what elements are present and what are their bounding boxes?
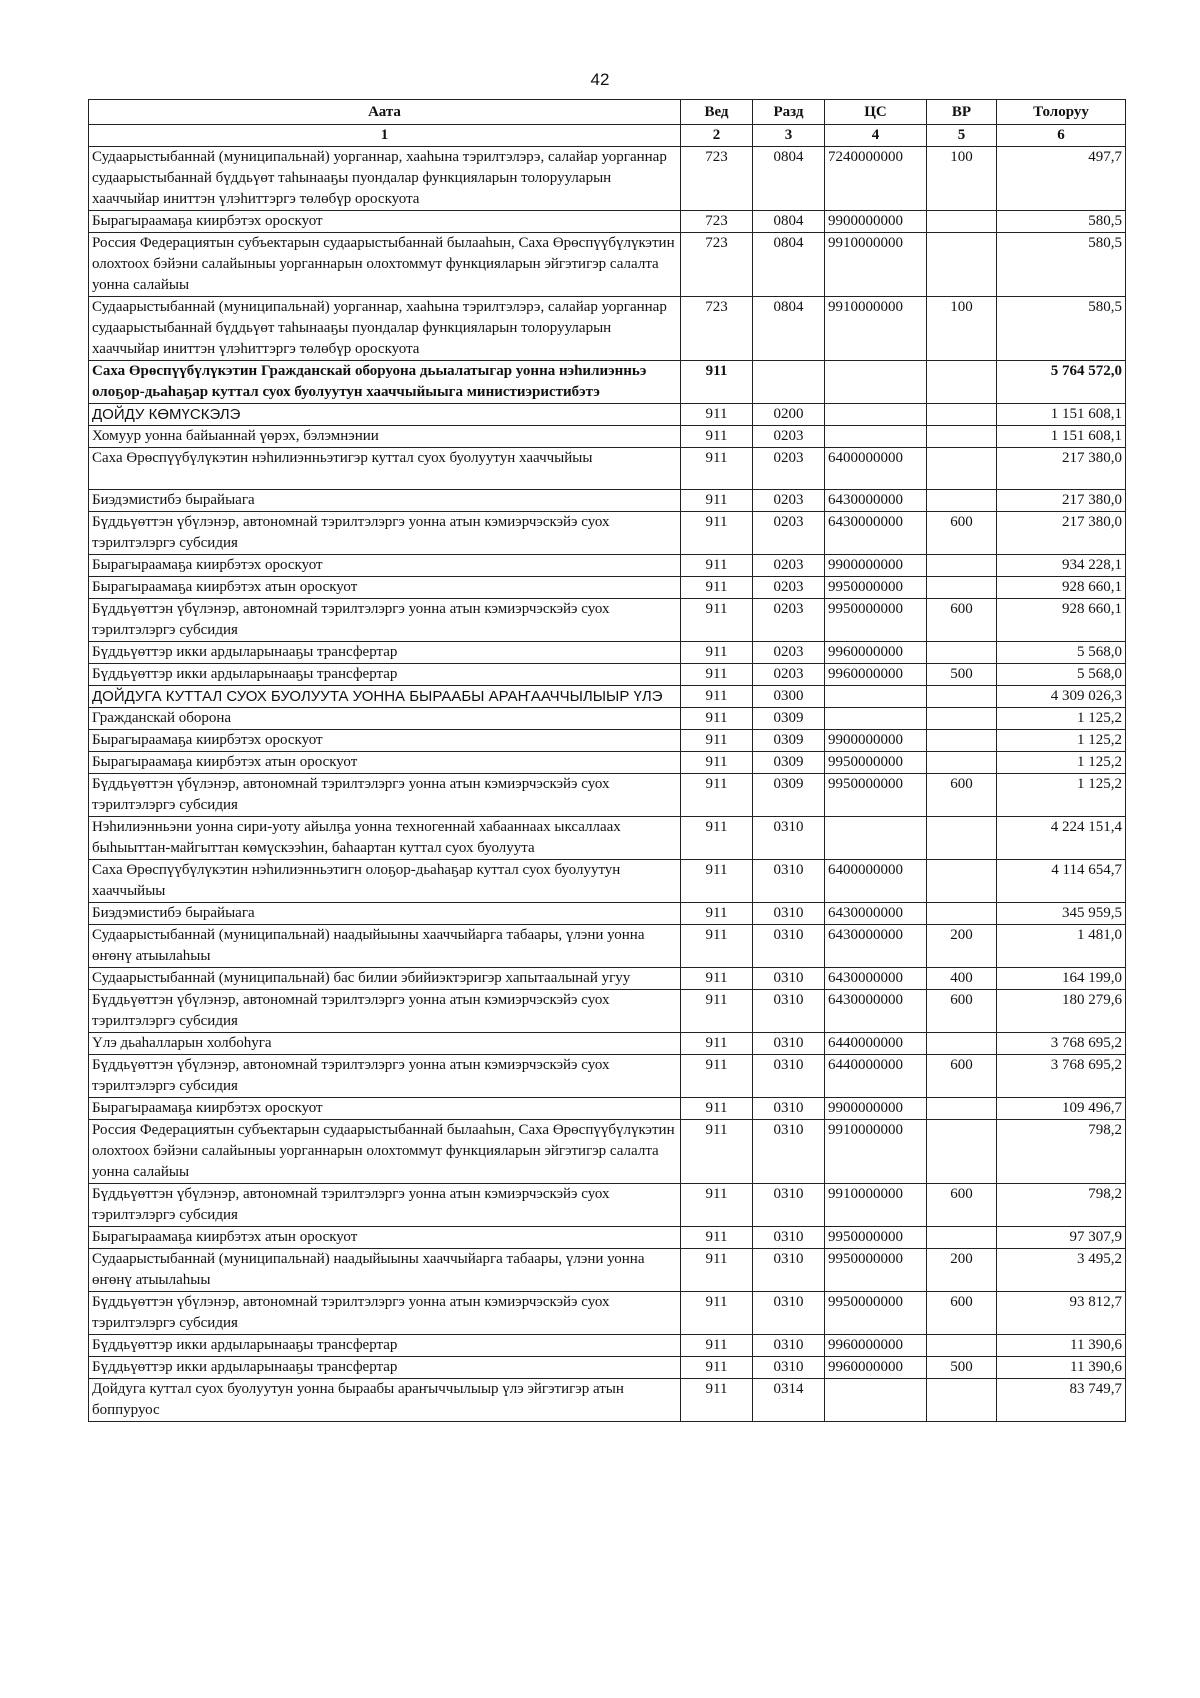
row-razd: 0310	[753, 1055, 825, 1098]
row-vr	[927, 233, 997, 297]
table-row	[89, 990, 1126, 1033]
row-ved: 911	[681, 448, 753, 490]
row-cs	[825, 404, 927, 426]
row-ved: 911	[681, 1292, 753, 1335]
header-aata: Аата	[89, 100, 681, 125]
row-ved: 911	[681, 599, 753, 642]
row-name: Бырагыраамаҕа киирбэтэх атын ороскуот	[89, 577, 681, 599]
row-name: Хомуур уонна байыаннай үөрэх, бэлэмнэнии	[89, 426, 681, 448]
row-name: Бүддьүөттэр икки ардыларынааҕы трансфертар	[89, 1357, 681, 1379]
row-ved: 911	[681, 860, 753, 903]
row-razd: 0310	[753, 1335, 825, 1357]
table-row	[89, 664, 1126, 686]
column-number: 2	[681, 125, 753, 147]
row-razd: 0309	[753, 708, 825, 730]
row-cs: 9900000000	[825, 730, 927, 752]
page-number: 42	[590, 70, 610, 89]
row-ved: 911	[681, 512, 753, 555]
table-row	[89, 860, 1126, 903]
row-name: Россия Федерациятын субъектарын судаарыстыбаннай былааһын, Саха Өрөспүүбүлүкэтин олохтоох бэйэни салайыныы уорганнарын олохтоммут функцияларын эйгэтигэр салалта уонна салайыы	[89, 1120, 681, 1184]
row-vr: 600	[927, 599, 997, 642]
row-razd: 0310	[753, 1292, 825, 1335]
row-cs: 9950000000	[825, 599, 927, 642]
row-sum: 934 228,1	[997, 555, 1126, 577]
row-vr: 600	[927, 990, 997, 1033]
row-cs: 6440000000	[825, 1033, 927, 1055]
row-name: Бырагыраамаҕа киирбэтэх атын ороскуот	[89, 752, 681, 774]
row-name: Россия Федерациятын субъектарын судаарыстыбаннай былааһын, Саха Өрөспүүбүлүкэтин олохтоох бэйэни салайыныы уорганнарын олохтоммут функцияларын эйгэтигэр салалта уонна салайыы	[89, 233, 681, 297]
row-razd: 0310	[753, 1120, 825, 1184]
header-razd: Разд	[753, 100, 825, 125]
row-cs: 9950000000	[825, 752, 927, 774]
row-razd: 0804	[753, 211, 825, 233]
row-sum: 3 768 695,2	[997, 1033, 1126, 1055]
row-sum: 928 660,1	[997, 577, 1126, 599]
row-sum: 3 495,2	[997, 1249, 1126, 1292]
row-vr	[927, 555, 997, 577]
row-ved: 911	[681, 642, 753, 664]
table-row	[89, 1033, 1126, 1055]
row-vr	[927, 860, 997, 903]
table-row	[89, 361, 1126, 404]
row-cs: 6430000000	[825, 968, 927, 990]
row-sum: 180 279,6	[997, 990, 1126, 1033]
table-row	[89, 555, 1126, 577]
row-vr	[927, 1227, 997, 1249]
row-vr: 200	[927, 925, 997, 968]
row-cs: 9900000000	[825, 555, 927, 577]
row-cs: 9950000000	[825, 577, 927, 599]
row-name: Саха Өрөспүүбүлүкэтин Гражданскай оборуона дьыалатыгар уонна нэһилиэнньэ олоҕор-дьаһаҕар куттал суох буолуутун хааччыйыыга министиэристибэтэ	[89, 361, 681, 404]
row-razd: 0314	[753, 1379, 825, 1422]
row-ved: 723	[681, 233, 753, 297]
row-sum: 1 125,2	[997, 730, 1126, 752]
row-razd: 0203	[753, 642, 825, 664]
row-razd: 0310	[753, 860, 825, 903]
row-ved: 911	[681, 404, 753, 426]
table-row	[89, 817, 1126, 860]
row-cs: 6430000000	[825, 903, 927, 925]
row-vr: 600	[927, 1184, 997, 1227]
table-row	[89, 686, 1126, 708]
row-sum: 11 390,6	[997, 1357, 1126, 1379]
row-vr: 500	[927, 1357, 997, 1379]
row-sum: 4 224 151,4	[997, 817, 1126, 860]
row-ved: 911	[681, 1055, 753, 1098]
row-sum: 580,5	[997, 211, 1126, 233]
table-row	[89, 903, 1126, 925]
row-ved: 911	[681, 730, 753, 752]
row-razd: 0203	[753, 577, 825, 599]
row-vr	[927, 708, 997, 730]
row-name: Бүддьүөттэн үбүлэнэр, автономнай тэрилтэлэргэ уонна атын кэмиэрчэскэйэ суох тэрилтэлэргэ субсидия	[89, 1292, 681, 1335]
row-name: Судаарыстыбаннай (муниципальнай) наадыйыыны хааччыйарга табаары, үлэни уонна өҥөнү атыылаһыы	[89, 1249, 681, 1292]
row-ved: 911	[681, 752, 753, 774]
row-razd: 0300	[753, 686, 825, 708]
row-cs: 6430000000	[825, 925, 927, 968]
row-name: Бүддьүөттэн үбүлэнэр, автономнай тэрилтэлэргэ уонна атын кэмиэрчэскэйэ суох тэрилтэлэргэ субсидия	[89, 599, 681, 642]
row-sum: 1 125,2	[997, 774, 1126, 817]
row-ved: 911	[681, 1335, 753, 1357]
row-sum: 5 568,0	[997, 642, 1126, 664]
header-vr: ВР	[927, 100, 997, 125]
row-sum: 217 380,0	[997, 512, 1126, 555]
header-toloruu: Толоруу	[997, 100, 1126, 125]
row-sum: 217 380,0	[997, 490, 1126, 512]
row-ved: 911	[681, 1357, 753, 1379]
row-ved: 911	[681, 577, 753, 599]
row-ved: 911	[681, 664, 753, 686]
row-name: Бырагыраамаҕа киирбэтэх ороскуот	[89, 211, 681, 233]
row-name: Судаарыстыбаннай (муниципальнай) уорганнар, хааһына тэрилтэлэрэ, салайар уорганнар судаарыстыбаннай бүддьүөт таһынааҕы пуондалар функцияларын толорууларын хааччыйар иниттэн үлэһиттэргэ төлөбүр ороскуота	[89, 147, 681, 211]
row-cs: 6400000000	[825, 860, 927, 903]
row-razd: 0310	[753, 903, 825, 925]
row-sum: 4 309 026,3	[997, 686, 1126, 708]
row-name: Судаарыстыбаннай (муниципальнай) уорганнар, хааһына тэрилтэлэрэ, салайар уорганнар судаарыстыбаннай бүддьүөт таһынааҕы пуондалар функцияларын толорууларын хааччыйар иниттэн үлэһиттэргэ төлөбүр ороскуота	[89, 297, 681, 361]
row-razd: 0309	[753, 752, 825, 774]
row-ved: 911	[681, 817, 753, 860]
row-razd: 0310	[753, 1249, 825, 1292]
row-cs	[825, 426, 927, 448]
row-ved: 911	[681, 490, 753, 512]
table-row	[89, 1184, 1126, 1227]
row-sum: 1 125,2	[997, 708, 1126, 730]
row-sum: 580,5	[997, 233, 1126, 297]
row-cs: 7240000000	[825, 147, 927, 211]
row-vr	[927, 361, 997, 404]
row-sum: 3 768 695,2	[997, 1055, 1126, 1098]
table-row	[89, 1098, 1126, 1120]
row-razd: 0203	[753, 599, 825, 642]
row-name: ДОЙДУ КӨМҮСКЭЛЭ	[89, 404, 681, 426]
row-sum: 1 151 608,1	[997, 404, 1126, 426]
table-row	[89, 708, 1126, 730]
row-ved: 911	[681, 361, 753, 404]
row-razd: 0310	[753, 1033, 825, 1055]
row-name: Бырагыраамаҕа киирбэтэх ороскуот	[89, 1098, 681, 1120]
row-razd	[753, 361, 825, 404]
row-vr	[927, 490, 997, 512]
row-razd: 0309	[753, 774, 825, 817]
row-vr	[927, 1335, 997, 1357]
row-vr: 400	[927, 968, 997, 990]
row-cs: 9950000000	[825, 774, 927, 817]
row-sum: 580,5	[997, 297, 1126, 361]
row-sum: 5 764 572,0	[997, 361, 1126, 404]
row-cs	[825, 708, 927, 730]
row-name: Бырагыраамаҕа киирбэтэх ороскуот	[89, 555, 681, 577]
row-cs: 9950000000	[825, 1249, 927, 1292]
row-sum: 97 307,9	[997, 1227, 1126, 1249]
row-ved: 911	[681, 1249, 753, 1292]
table-row	[89, 1227, 1126, 1249]
row-name: Нэһилиэнньэни уонна сири-уоту айылҕа уонна техногеннай хабааннаах ыксаллаах быһыыттан-майгыттан көмүскээһин, баһаартан куттал суох буолуута	[89, 817, 681, 860]
row-name: Бырагыраамаҕа киирбэтэх атын ороскуот	[89, 1227, 681, 1249]
row-razd: 0203	[753, 664, 825, 686]
row-vr	[927, 686, 997, 708]
row-razd: 0203	[753, 555, 825, 577]
row-vr: 200	[927, 1249, 997, 1292]
table-row	[89, 599, 1126, 642]
row-ved: 911	[681, 1098, 753, 1120]
table-row	[89, 1292, 1126, 1335]
row-vr: 600	[927, 774, 997, 817]
row-cs: 6400000000	[825, 448, 927, 490]
row-vr	[927, 817, 997, 860]
table-row	[89, 577, 1126, 599]
table-row	[89, 642, 1126, 664]
table-row	[89, 1120, 1126, 1184]
row-sum: 497,7	[997, 147, 1126, 211]
row-ved: 911	[681, 1184, 753, 1227]
table-row	[89, 1357, 1126, 1379]
row-cs: 6440000000	[825, 1055, 927, 1098]
table-row	[89, 512, 1126, 555]
table-row	[89, 1055, 1126, 1098]
row-cs: 9910000000	[825, 233, 927, 297]
row-cs: 9960000000	[825, 1357, 927, 1379]
table-row	[89, 752, 1126, 774]
row-sum: 4 114 654,7	[997, 860, 1126, 903]
row-sum: 1 151 608,1	[997, 426, 1126, 448]
row-sum: 11 390,6	[997, 1335, 1126, 1357]
row-cs: 6430000000	[825, 990, 927, 1033]
table-row	[89, 730, 1126, 752]
row-name: Бүддьүөттэр икки ардыларынааҕы трансфертар	[89, 664, 681, 686]
row-cs: 9910000000	[825, 1184, 927, 1227]
row-name: Бүддьүөттэн үбүлэнэр, автономнай тэрилтэлэргэ уонна атын кэмиэрчэскэйэ суох тэрилтэлэргэ субсидия	[89, 1184, 681, 1227]
row-name: Биэдэмистибэ бырайыага	[89, 903, 681, 925]
table-row	[89, 968, 1126, 990]
row-razd: 0203	[753, 426, 825, 448]
row-cs: 9900000000	[825, 211, 927, 233]
row-ved: 911	[681, 990, 753, 1033]
row-vr	[927, 903, 997, 925]
column-number: 3	[753, 125, 825, 147]
row-vr	[927, 730, 997, 752]
table-row	[89, 211, 1126, 233]
row-vr	[927, 752, 997, 774]
row-ved: 911	[681, 1227, 753, 1249]
row-name: Бүддьүөттэн үбүлэнэр, автономнай тэрилтэлэргэ уонна атын кэмиэрчэскэйэ суох тэрилтэлэргэ субсидия	[89, 512, 681, 555]
header-ved: Вед	[681, 100, 753, 125]
row-ved: 911	[681, 1379, 753, 1422]
column-number: 6	[997, 125, 1126, 147]
row-name: Судаарыстыбаннай (муниципальнай) наадыйыыны хааччыйарга табаары, үлэни уонна өҥөнү атыылаһыы	[89, 925, 681, 968]
row-sum: 5 568,0	[997, 664, 1126, 686]
row-cs: 9910000000	[825, 297, 927, 361]
row-razd: 0310	[753, 925, 825, 968]
row-name: Үлэ дьаһалларын холбоһуга	[89, 1033, 681, 1055]
row-sum: 217 380,0	[997, 448, 1126, 490]
table-body	[89, 147, 1126, 1422]
row-cs: 9960000000	[825, 642, 927, 664]
row-cs: 9960000000	[825, 664, 927, 686]
row-razd: 0203	[753, 448, 825, 490]
column-number: 4	[825, 125, 927, 147]
row-vr	[927, 426, 997, 448]
row-ved: 911	[681, 426, 753, 448]
row-cs	[825, 1379, 927, 1422]
row-vr: 500	[927, 664, 997, 686]
row-razd: 0203	[753, 512, 825, 555]
row-sum: 164 199,0	[997, 968, 1126, 990]
row-cs	[825, 361, 927, 404]
row-cs: 9950000000	[825, 1292, 927, 1335]
row-razd: 0804	[753, 297, 825, 361]
row-razd: 0203	[753, 490, 825, 512]
table-row	[89, 404, 1126, 426]
row-sum: 1 481,0	[997, 925, 1126, 968]
row-name: Гражданскай оборона	[89, 708, 681, 730]
header-cs: ЦС	[825, 100, 927, 125]
table-row	[89, 448, 1126, 490]
row-cs: 9900000000	[825, 1098, 927, 1120]
row-name: Бүддьүөттэн үбүлэнэр, автономнай тэрилтэлэргэ уонна атын кэмиэрчэскэйэ суох тэрилтэлэргэ субсидия	[89, 1055, 681, 1098]
table-row	[89, 1335, 1126, 1357]
row-cs: 6430000000	[825, 490, 927, 512]
table-row	[89, 774, 1126, 817]
row-razd: 0310	[753, 1227, 825, 1249]
row-ved: 723	[681, 147, 753, 211]
row-razd: 0310	[753, 968, 825, 990]
budget-table	[88, 99, 1126, 1422]
row-vr	[927, 642, 997, 664]
row-sum: 798,2	[997, 1184, 1126, 1227]
row-razd: 0310	[753, 990, 825, 1033]
row-razd: 0310	[753, 1184, 825, 1227]
row-vr: 100	[927, 297, 997, 361]
row-vr: 600	[927, 1055, 997, 1098]
row-ved: 911	[681, 708, 753, 730]
table-row	[89, 490, 1126, 512]
row-name: Бүддьүөттэн үбүлэнэр, автономнай тэрилтэлэргэ уонна атын кэмиэрчэскэйэ суох тэрилтэлэргэ субсидия	[89, 990, 681, 1033]
row-name: Бырагыраамаҕа киирбэтэх ороскуот	[89, 730, 681, 752]
table-row	[89, 426, 1126, 448]
column-number: 1	[89, 125, 681, 147]
row-sum: 109 496,7	[997, 1098, 1126, 1120]
row-razd: 0310	[753, 1357, 825, 1379]
row-ved: 911	[681, 903, 753, 925]
row-sum: 1 125,2	[997, 752, 1126, 774]
row-ved: 911	[681, 968, 753, 990]
row-razd: 0310	[753, 1098, 825, 1120]
table-row	[89, 925, 1126, 968]
row-name: Бүддьүөттэр икки ардыларынааҕы трансфертар	[89, 1335, 681, 1357]
row-sum: 928 660,1	[997, 599, 1126, 642]
row-cs	[825, 686, 927, 708]
row-ved: 723	[681, 297, 753, 361]
row-vr	[927, 211, 997, 233]
row-ved: 911	[681, 774, 753, 817]
row-ved: 911	[681, 686, 753, 708]
row-ved: 911	[681, 555, 753, 577]
table-row	[89, 147, 1126, 211]
row-ved: 911	[681, 1120, 753, 1184]
row-name: ДОЙДУГА КУТТАЛ СУОХ БУОЛУУТА УОННА БЫРААБЫ АРАҤААЧЧЫЛЫЫР ҮЛЭ	[89, 686, 681, 708]
row-razd: 0200	[753, 404, 825, 426]
column-number: 5	[927, 125, 997, 147]
row-vr	[927, 448, 997, 490]
row-vr	[927, 577, 997, 599]
table-header-row	[89, 100, 1126, 125]
row-vr: 600	[927, 512, 997, 555]
row-vr: 600	[927, 1292, 997, 1335]
row-name: Саха Өрөспүүбүлүкэтин нэһилиэнньэтигн олоҕор-дьаһаҕар куттал суох буолуутун хааччыйыы	[89, 860, 681, 903]
row-ved: 911	[681, 925, 753, 968]
row-razd: 0309	[753, 730, 825, 752]
row-name: Биэдэмистибэ бырайыага	[89, 490, 681, 512]
row-razd: 0310	[753, 817, 825, 860]
row-vr	[927, 1098, 997, 1120]
row-name: Бүддьүөттэр икки ардыларынааҕы трансфертар	[89, 642, 681, 664]
row-ved: 911	[681, 1033, 753, 1055]
row-cs: 9910000000	[825, 1120, 927, 1184]
row-name: Дойдуга куттал суох буолуутун уонна быраабы араҥыччылыыр үлэ эйгэтигэр атын боппуруос	[89, 1379, 681, 1422]
row-razd: 0804	[753, 147, 825, 211]
row-vr	[927, 1033, 997, 1055]
row-vr	[927, 1120, 997, 1184]
row-sum: 345 959,5	[997, 903, 1126, 925]
row-cs: 9960000000	[825, 1335, 927, 1357]
table-row	[89, 233, 1126, 297]
table-row	[89, 1379, 1126, 1422]
row-razd: 0804	[753, 233, 825, 297]
row-cs: 6430000000	[825, 512, 927, 555]
row-vr	[927, 404, 997, 426]
column-number-row	[89, 125, 1126, 147]
row-name: Судаарыстыбаннай (муниципальнай) бас билии эбийиэктэригэр хапытаалынай угуу	[89, 968, 681, 990]
table-row	[89, 297, 1126, 361]
row-name: Бүддьүөттэн үбүлэнэр, автономнай тэрилтэлэргэ уонна атын кэмиэрчэскэйэ суох тэрилтэлэргэ субсидия	[89, 774, 681, 817]
row-sum: 83 749,7	[997, 1379, 1126, 1422]
row-cs	[825, 817, 927, 860]
row-name: Саха Өрөспүүбүлүкэтин нэһилиэнньэтигэр куттал суох буолуутун хааччыйыы	[89, 448, 681, 490]
row-vr	[927, 1379, 997, 1422]
row-sum: 798,2	[997, 1120, 1126, 1184]
row-ved: 723	[681, 211, 753, 233]
row-sum: 93 812,7	[997, 1292, 1126, 1335]
row-vr: 100	[927, 147, 997, 211]
table-row	[89, 1249, 1126, 1292]
row-cs: 9950000000	[825, 1227, 927, 1249]
